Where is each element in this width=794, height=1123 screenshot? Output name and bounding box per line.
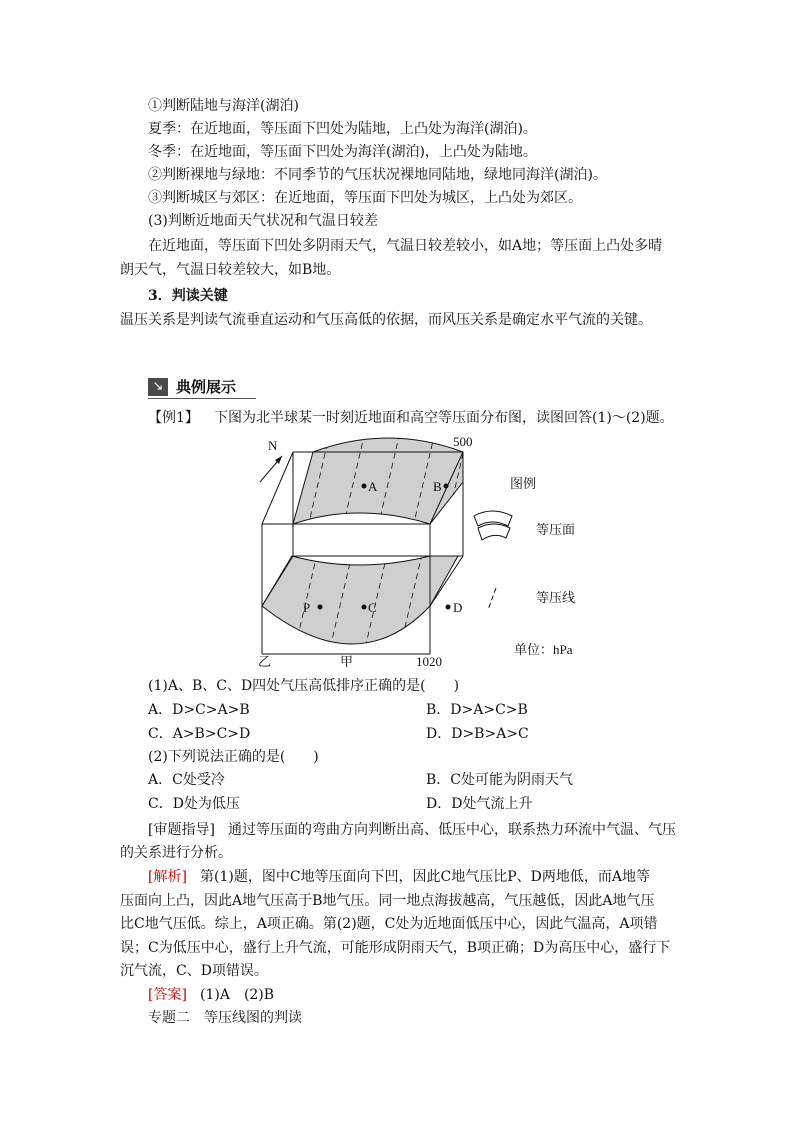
example-tag: 【例1】 xyxy=(148,410,199,426)
legend-dashed-line-icon xyxy=(488,588,496,610)
arrow-icon: ↘ xyxy=(148,378,168,396)
point-c-marker xyxy=(362,605,367,610)
text-line: 在近地面，等压面下凹处多阴雨天气，气温日较差较小，如A地；等压面上凸处多晴 xyxy=(148,238,663,254)
question-2-stem: (2)下列说法正确的是( ) xyxy=(148,749,319,765)
answer-tag: [答案] xyxy=(148,987,187,1003)
analysis-text: 比C地气压低。综上，A项正确。第(2)题，C处为近地面低压中心，因此气温高，A项错 xyxy=(120,916,658,932)
point-d-marker xyxy=(446,605,451,610)
question-2-option-c: C．D处为低压 xyxy=(148,796,240,812)
text-line: 3．判读关键 xyxy=(148,288,228,304)
legend-surface-label: 等压面 xyxy=(536,522,576,537)
point-p-marker xyxy=(318,605,323,610)
legend-title: 图例 xyxy=(510,476,537,491)
analysis-tag: [解析] xyxy=(148,869,187,885)
point-c-label: C xyxy=(368,600,377,615)
text-line: 温压关系是判读气流垂直运动和气压高低的依据，而风压关系是确定水平气流的关键。 xyxy=(120,312,652,328)
point-a-label: A xyxy=(368,479,378,494)
topic-heading: 专题二 等压线图的判读 xyxy=(148,1010,302,1026)
question-1-option-b: B．D>A>C>B xyxy=(426,702,528,718)
question-2-option-a: A．C处受冷 xyxy=(148,772,225,788)
label-yi: 乙 xyxy=(258,654,272,669)
point-b-label: B xyxy=(433,479,442,494)
text-line: 夏季：在近地面，等压面下凹处为陆地，上凸处为海洋(湖泊)。 xyxy=(148,121,537,137)
section-title: 典例展示 xyxy=(176,378,237,396)
point-p-label: P xyxy=(303,600,311,615)
north-label: N xyxy=(268,438,278,453)
legend-line-label: 等压线 xyxy=(536,590,576,605)
question-1-stem: (1)A、B、C、D四处气压高低排序正确的是( ) xyxy=(148,678,460,694)
text-line: (3)判断近地面天气状况和气温日较差 xyxy=(148,213,378,229)
text-line: 朗天气，气温日较差较大，如B地。 xyxy=(120,262,341,278)
lower-pressure-value: 1020 xyxy=(416,654,442,669)
text-line: 冬季：在近地面，等压面下凹处为海洋(湖泊)，上凸处为陆地。 xyxy=(148,144,537,160)
section-header xyxy=(148,376,258,398)
question-1-option-c: C．A>B>C>D xyxy=(148,726,251,742)
point-d-label: D xyxy=(453,600,463,615)
guide-text: 的关系进行分析。 xyxy=(120,845,232,861)
point-a-marker xyxy=(362,484,367,489)
answer-text: (1)A (2)B xyxy=(200,987,275,1003)
analysis-text: 压面向上凸，因此A地气压高于B地气压。同一地点海拔越高，气压越低，因此A地气压 xyxy=(120,893,655,909)
analysis-text: 第(1)题，图中C地等压面向下凹，因此C地气压比P、D两地低，而A地等 xyxy=(200,869,651,885)
point-b-marker xyxy=(444,484,449,489)
question-2-option-d: D．D处气流上升 xyxy=(426,796,533,812)
text-line: ③判断城区与郊区：在近地面，等压面下凹处为城区，上凸处为郊区。 xyxy=(148,190,582,206)
question-1-option-a: A．D>C>A>B xyxy=(148,702,250,718)
analysis-text: 误；C为低压中心，盛行上升气流，可能形成阴雨天气，B项正确；D为高压中心，盛行下 xyxy=(120,940,671,956)
text-line: ②判断裸地与绿地：不同季节的气压状况裸地同陆地，绿地同海洋(湖泊)。 xyxy=(148,167,607,183)
unit-label: 单位：hPa xyxy=(514,642,573,657)
guide-tag: [审题指导] xyxy=(148,822,215,838)
question-1-option-d: D．D>B>A>C xyxy=(426,726,529,742)
upper-pressure-value: 500 xyxy=(453,434,473,449)
text-line: ①判断陆地与海洋(湖泊) xyxy=(148,98,299,114)
divider xyxy=(148,398,256,399)
isobaric-surface-diagram xyxy=(248,432,588,672)
guide-text: 通过等压面的弯曲方向判断出高、低压中心，联系热力环流中气温、气压 xyxy=(228,822,676,838)
question-2-option-b: B．C处可能为阴雨天气 xyxy=(426,772,573,788)
example-intro: 下图为北半球某一时刻近地面和高空等压面分布图，读图回答(1)～(2)题。 xyxy=(214,410,674,426)
analysis-text: 沉气流，C、D项错误。 xyxy=(120,963,268,979)
label-jia: 甲 xyxy=(340,654,354,669)
lower-isobaric-surface xyxy=(262,556,458,644)
